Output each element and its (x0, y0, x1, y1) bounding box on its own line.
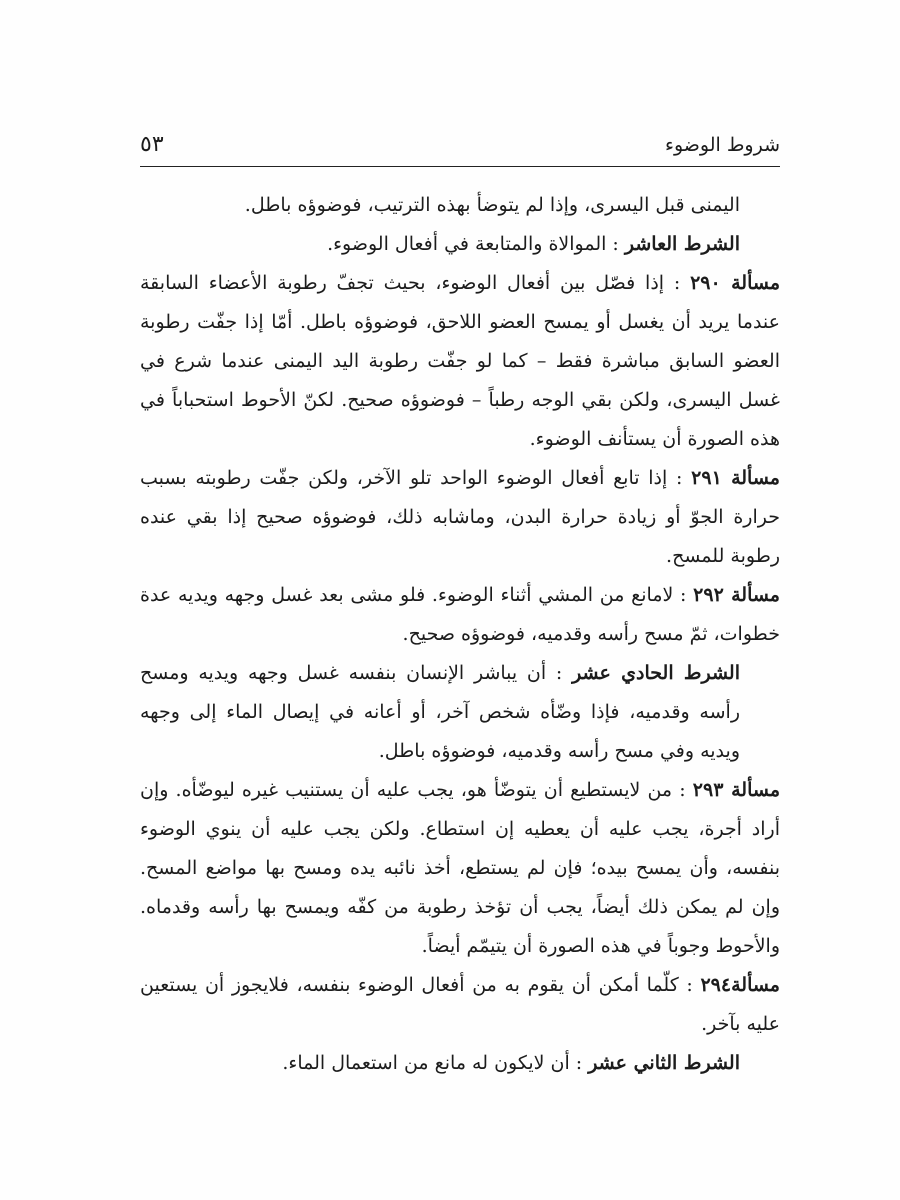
page-number: ٥٣ (140, 132, 164, 157)
paragraph-text: : من لايستطيع أن يتوضّأ هو، يجب عليه أن يستنيب غيره ليوضّأه. وإن أراد أجرة، يجب عليه أن يعطيه إن استطاع. ولكن يجب عليه أن ينوي الوضوء بنفسه، وأن يمسح بيده؛ فإن لم يستطع، أخذ نائبه يده ومسح بها مواضع المسح. وإن لم يمكن ذلك أيضاً، يجب أن تؤخذ رطوبة من كفّه ويمسح بها رأسه وقدماه. والأحوط وجوباً في هذه الصورة أن يتيمّم أيضاً. (140, 779, 780, 957)
paragraph-text: : أن يباشر الإنسان بنفسه غسل وجهه ويديه ومسح رأسه وقدميه، فإذا وضّأه شخص آخر، أو أعانه في إيصال الماء إلى وجهه ويديه وفي مسح رأسه وقدميه، فوضوؤه باطل. (140, 662, 740, 762)
issue-label: مسألة ٢٩١ (691, 467, 780, 489)
paragraph-continuation (140, 186, 780, 225)
paragraph-text: : الموالاة والمتابعة في أفعال الوضوء. (327, 233, 625, 255)
issue-291 (140, 459, 780, 576)
issue-292 (140, 576, 780, 654)
paragraph-text: : إذا فصّل بين أفعال الوضوء، بحيث تجفّ رطوبة الأعضاء السابقة عندما يريد أن يغسل أو يمسح العضو اللاحق، فوضوؤه باطل. أمّا إذا جفّت رطوبة العضو السابق مباشرة فقط – كما لو جفّت رطوبة اليد اليمنى عندما شرع في غسل اليسرى، ولكن بقي الوجه رطباً – فوضوؤه صحيح. لكنّ الأحوط استحباباً في هذه الصورة أن يستأنف الوضوء. (140, 272, 780, 450)
running-title: شروط الوضوء (665, 134, 780, 156)
condition-label: الشرط الثاني عشر (588, 1052, 740, 1074)
paragraph-text: : أن لايكون له مانع من استعمال الماء. (282, 1052, 589, 1074)
page-body (140, 186, 780, 1083)
paragraph-text: اليمنى قبل اليسرى، وإذا لم يتوضأ بهذه الترتيب، فوضوؤه باطل. (244, 194, 740, 216)
condition-label: الشرط العاشر (624, 233, 740, 255)
condition-10 (140, 225, 780, 264)
issue-label: مسألة ٢٩٠ (690, 272, 780, 294)
issue-label: مسألة٢٩٤ (700, 974, 780, 996)
paragraph-text: : إذا تابع أفعال الوضوء الواحد تلو الآخر، ولكن جفّت رطوبته بسبب حرارة الجوّ أو زيادة حرارة البدن، وماشابه ذلك، فوضوؤه صحيح إذا بقي عنده رطوبة للمسح. (140, 467, 780, 567)
issue-label: مسألة ٢٩٢ (693, 584, 780, 606)
issue-label: مسألة ٢٩٣ (692, 779, 781, 801)
condition-label: الشرط الحادي عشر (572, 662, 741, 684)
paragraph-text: : كلّما أمكن أن يقوم به من أفعال الوضوء بنفسه، فلايجوز أن يستعين عليه بآخر. (140, 974, 780, 1035)
page-header (140, 128, 780, 167)
issue-293 (140, 771, 780, 966)
paragraph-text: : لامانع من المشي أثناء الوضوء. فلو مشى بعد غسل وجهه ويديه عدة خطوات، ثمّ مسح رأسه وقدميه، فوضوؤه صحيح. (140, 584, 780, 645)
issue-294 (140, 966, 780, 1044)
issue-290 (140, 264, 780, 459)
condition-12 (140, 1044, 780, 1083)
condition-11 (140, 654, 780, 771)
